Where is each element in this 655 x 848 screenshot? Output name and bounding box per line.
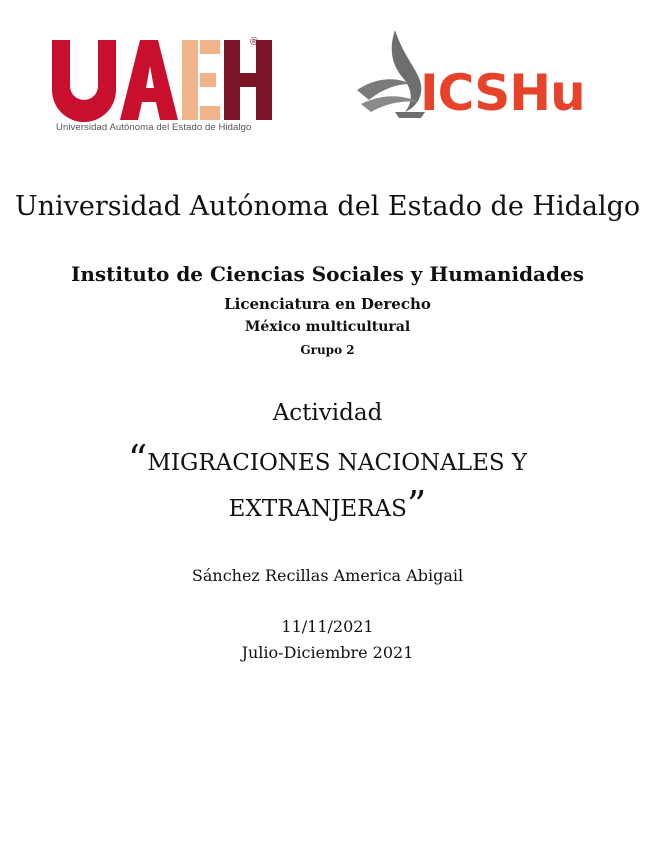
degree-name: Licenciatura en Derecho <box>224 295 431 313</box>
group-label: Grupo 2 <box>300 343 355 357</box>
institute-name: Instituto de Ciencias Sociales y Humanidades <box>71 262 584 286</box>
author-name: Sánchez Recillas America Abigail <box>191 566 464 585</box>
close-quote: ” <box>406 483 427 527</box>
uaeh-letter-h <box>224 40 272 120</box>
logos-header <box>0 30 655 140</box>
academic-period: Julio-Diciembre 2021 <box>241 643 414 662</box>
icshu-wordmark: ICSHu <box>420 64 585 122</box>
submission-date: 11/11/2021 <box>281 617 374 636</box>
title-line-2: EXTRANJERAS <box>228 496 407 522</box>
title-line-1: MIGRACIONES NACIONALES Y <box>147 450 528 476</box>
uaeh-letter-e <box>182 40 220 120</box>
open-quote: “ <box>127 437 148 481</box>
activity-label: Actividad <box>272 400 383 426</box>
activity-title <box>0 437 655 532</box>
uaeh-letter-u <box>52 40 116 122</box>
uaeh-letter-a <box>120 40 178 120</box>
course-name: México multicultural <box>244 319 411 335</box>
uaeh-logo <box>50 34 280 136</box>
uaeh-registered-mark: ® <box>250 36 259 48</box>
uaeh-caption: Universidad Autónoma del Estado de Hidalgo <box>56 122 252 133</box>
university-name: Universidad Autónoma del Estado de Hidalgo <box>14 191 641 222</box>
